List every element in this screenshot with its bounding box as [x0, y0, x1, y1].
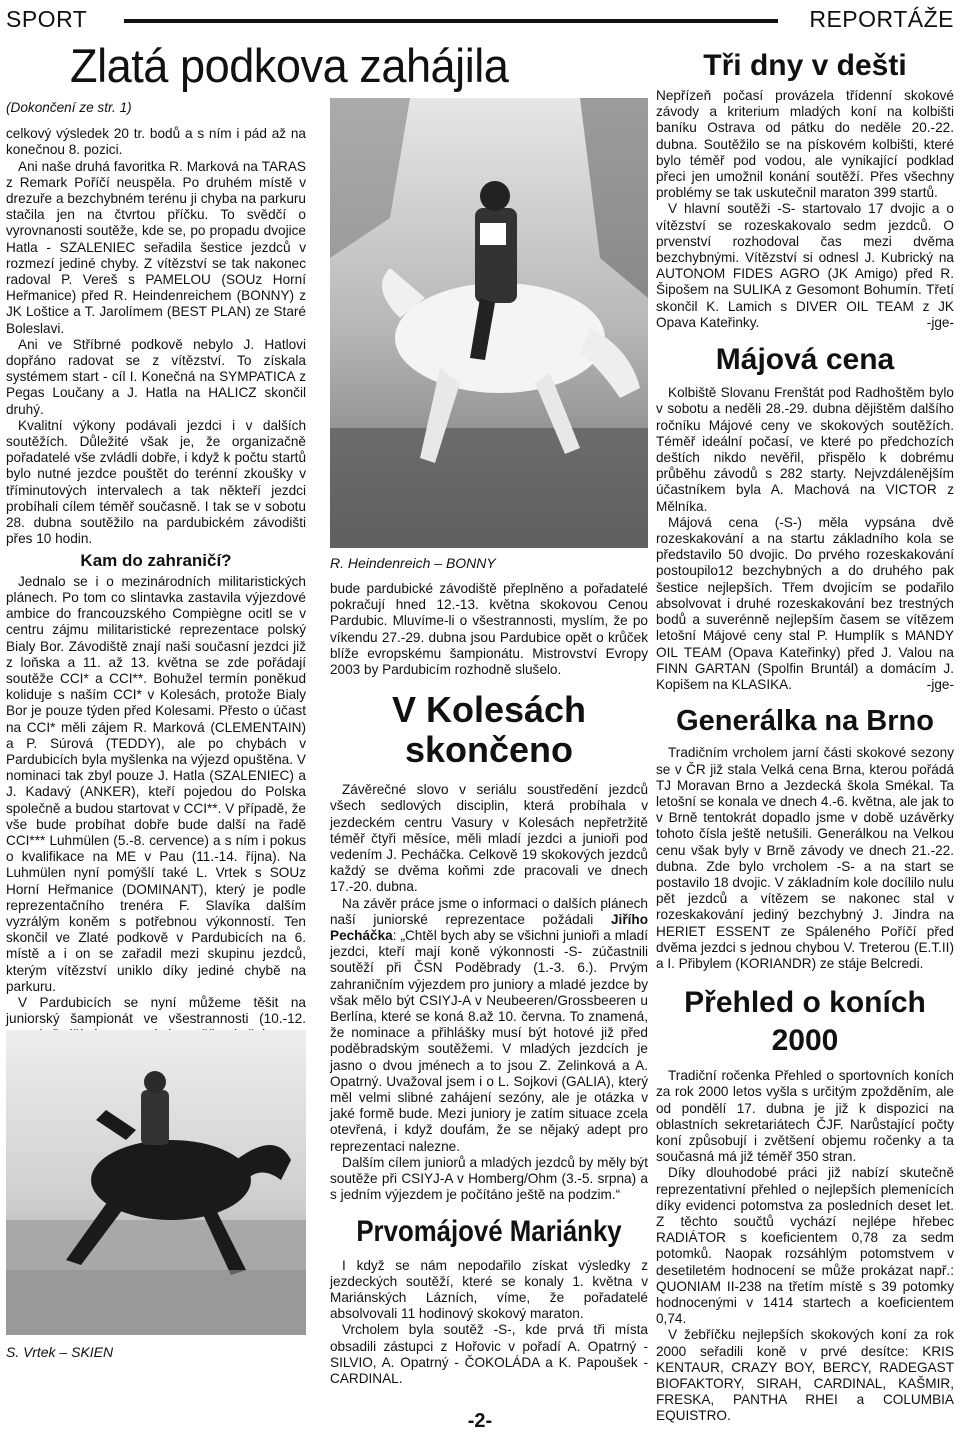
paragraph: Kvalitní výkony podávali jezdci i v dalších soutěžích. Důležité však je, že organizačně pořadatelé vše zvládli dobře, i když k počtu startů bylo nutné jezdce pouštět do terénní zkoušky v tříminutových intervalech a tak někteří jezdci probíhali cílem téměř současně. I tak se v sobotu 28. dubna soutěžilo na pardubickém závodišti přes 10 hodin.: [6, 417, 306, 547]
photo-image: [330, 98, 648, 548]
paragraph: celkový výsledek 20 tr. bodů a s ním i pád až na konečnou 8. pozici.: [6, 126, 306, 158]
signature: -jge-: [926, 315, 954, 331]
paragraph: Tradiční ročenka Přehled o sportovních koních za rok 2000 letos vyšla s určitým zpožděním, ale od pondělí 17. dubna je již k dispozici na oblastních sekretariátech ČJF. Narůstající počty koní způsobují i zvětšení objemu ročenky a ta současná má již téměř 350 stran.: [656, 1068, 954, 1165]
main-headline: Zlatá podkova zahájila: [70, 39, 509, 92]
paragraph: Díky dlouhodobé práci již nabízí skutečně reprezentativní přehled o nejlepších plemenících díky evidenci potomstva za posledních deset let. Z těchto součtů vychází nejlépe hřebec RADIÁTOR s koeficientem 0,78 za sedm potomků. Naopak rozsáhlým potomstvem v desetiletém hodnocení se může prokázat např.: QUONIAM II-238 na třetím místě s 39 potomky hodnocenými v 1414 startech a koeficientem 0,74.: [656, 1165, 954, 1327]
continued-note: (Dokončení ze str. 1): [6, 100, 132, 115]
headline-tri-dny: Tři dny v dešti: [703, 49, 907, 82]
page-header: [6, 6, 954, 30]
paragraph: Ani naše druhá favoritka R. Marková na TARAS z Remark Poříčí neuspěla. Po druhém místě v drezuře a bezchybném terénu ji chyba na parkuru stačila jen na čtvrtou příčku. To svědčí o vyrovnanosti soutěže, kde se, po propadu dvojice Hatla - SZALENIEC seřadila šestice jezdců v rozmezí jediné chyby. Z vítězství se tak nakonec radoval P. Vereš s PAMELOU (SOUz Horní Heřmanice) před R. Heindenreichem (BONNY) z JK Loštice a T. Jarolímem (BEST PLAN) ze Staré Boleslavi.: [6, 158, 306, 336]
headline-majova-cena: Májová cena: [715, 343, 895, 377]
paragraph: bude pardubické závodiště přeplněno a pořadatelé pokračují hned 12.-13. května skokovou Cenou Pardubic. Mluvíme-li o všestrannosti, myslím, že po víkendu 27.-29. dubna jsou Pardubice opět o krůček blíže evropskému šampionátu. Mistrovství Evropy 2003 by Pardubicím rozhodně slušelo.: [330, 581, 648, 678]
column-3: [656, 48, 954, 1425]
headline-marianky: Prvomájové Mariánky: [356, 1214, 622, 1248]
headline-prehled: Přehled o koních 2000: [684, 986, 926, 1058]
paragraph: Jednalo se i o mezinárodních militaristických plánech. Po tom co slintavka zastavila výjezdové ambice do francouzského Compiègne ocitl se v centru zájmu militaristické reprezentace polský Bialy Bor. Závodiště znají naši současní jezdci již z loňska a 11. až 13. května se zde pořádají soutěže CCI* a CCI**. Bohužel termín poněkud koliduje s naším CCI* v Kolesách, protože Bialy Bor je pouze týden před Kolesami. Přesto o účast na CCI* měli zájem R. Marková (CLEMENTAIN) a P. Súrová (TEDDY), ale po chybách v Pardubicích byla myšlenka na výjezd opuštěna. V nominaci tak zbyl pouze J. Hatla (SZALENIEC) a J. Kadavý (ANKER), kteří pojedou do Polska společně a budou startovat v CCI**. V případě, že vše bude probíhat dobře bude další na řadě CCI*** Luhmülen (5.-8. cervence) a s ním i pokus o kvalifikace na ME v Pau (11.-14. října). Na Luhmülen nyní pomýšlí také L. Vrtek s SOUz Horní Heřmanice (DOMINANT), který je podle reprezentačního trenéra F. Slavíka dalším vyzrálým koněm s potřebnou výkonností. Ten skončil ve Zlaté podkově v Pardubicích na 6. místě a i on se zařadil mezi skupinu jezdců, kterým vítězství uniklo díky jediné chybě na parkuru.: [6, 573, 306, 994]
paragraph: Tradičním vrcholem jarní části skokové sezony se v ČR již stala Velká cena Brna, kterou pořádá TJ Moravan Brno a Jezdecká škola Smékal. Ta letošní se konala ve dnech 4.-6. května, ale jak to v Brně tentokrát dopadlo jsme v době uzávěrky tohoto čísla ještě netušili. Generálkou na Velkou cenu však byly v Brně závody ve dnech 21.-22. dubna. Zde bylo vrcholem -S- a na start se postavilo 18 dvojic. V základním kole docílilo nulu pět jezdců a vítězem se nakonec stal v rozeskakování jediný bezchybný J. Jindra na HERIET ESSENT ze Spáleného Poříčí před dvěma jezdci s jednou chybou V. Treterou (E.T.II) a I. Přibylem (KORIANDR) ze stáje Belcredi.: [656, 745, 954, 971]
paragraph: V hlavní soutěži -S- startovalo 17 dvojic a o vítězství se rozeskakovalo sedm jezdců. O prvenství rozhodoval čas mezi dvěma bezchybnými. Vítězství si odnesl J. Kubrický na AUTONOM FIDES AGRO (JK Amigo) před R. Šipošem na SULIKA z Gesomont Bohumín. Třetí skončil K. Lamich s DIVER OIL TEAM z JK Opava Kateřinky.: [656, 201, 954, 330]
photo-caption: R. Heindenreich – BONNY: [330, 555, 496, 571]
signature: -jge-: [926, 677, 954, 693]
header-rule: [124, 19, 778, 23]
paragraph-rest: : „Chtěl bych aby se všichni junioři a mladí jezdci, kteří mají koně výkonnosti -S- zúčastnili soutěží při ČSN Poděbrady (1.-3. 6.). Prvým zahraničním výjezdem pro juniory a mladé jezdce by však mělo být CSIYJ-A v Neubeeren/Grossbeeren u Berlína, které se koná 8.až 10. června. To znamená, že nominace a přihlášky musí být hotové již před poděbradským soutěžemi. V mladých jezdcích je jasno o dvou jménech a to jsou Z. Zelinková a A. Opatrný. Uvažoval jsem i o L. Sojkovi (GALIA), který měl velmi slibné zahájení sezóny, ale je otázka v jaké formě bude. Mezi juniory je zatím situace zcela otevřená, i když doufám, že se nějaký adept pro reprezentaci nalezne.: [330, 928, 648, 1154]
paragraph: Kolbiště Slovanu Frenštát pod Radhoštěm bylo v sobotu a neděli 28.-29. dubna dějištěm dalšího ročníku Májové ceny ve skokových soutěžích. Téměř ideální počasí, ve které po předchozích deštích nikdo nevěřil, přispělo k dobrému průběhu závodů s 282 starty. Nejvzdálenějším účastníkem byla A. Machová na VICTOR z Mělníka.: [656, 385, 954, 514]
paragraph-lead: Na závěr práce jsme o informaci o dalších plánech naší juniorské reprezentace požádali: [330, 895, 648, 927]
column-2: [330, 581, 648, 1387]
headline-generalka: Generálka na Brno: [676, 705, 934, 738]
paragraph: Vrcholem byla soutěž -S-, kde prvá tři místa obsadili zástupci z Hořovic v pořadí A. Opatrný - SILVIO, A. Opatrný - ČOKOLÁDA a K. Papoušek - CARDINAL.: [330, 1322, 648, 1386]
paragraph: Ani ve Stříbrné podkově nebylo J. Hatlovi dopřáno radovat se z vítězství. To získala systémem start - cíl I. Konečná na SYMPATICA z Pegas Loučany a J. Hatla na HALICZ skončil druhý.: [6, 336, 306, 417]
photo-horse-jump: [6, 1030, 306, 1335]
paragraph: V žebříčku nejlepších skokových koní za rok 2000 seřadili koně v prvé desítce: KRIS KENTAUR, CRAZY BOY, BERCY, RADEGAST BIOFAKTORY, SIRAH, CARDINAL, KAŠMIR, FRESKA, PANTHA RHEI a COLUMBIA EQUISTRO.: [656, 1327, 954, 1424]
paragraph: Nepřízeň počasí provázela třídenní skokové závody a kriterium mladých koní na kolbišti baníku Ostrava od pátku do neděle 20.-22. dubna. Soutěžilo se na pískovém kolbišti, které bylo téměř pod vodou, ale vynikající podklad přeci jen umožnil konání soutěží. Přes všechny problémy se tak uskutečnil maraton 399 startů.: [656, 88, 954, 201]
headline-koles: V Kolesách skončeno: [391, 689, 587, 771]
section-label-right: REPORTÁŽE: [809, 6, 954, 32]
person-name: Jiřího Pecháčka: [330, 911, 648, 944]
subheading: Kam do zahraničí?: [80, 551, 232, 571]
photo-image: [6, 1030, 306, 1335]
photo-caption: S. Vrtek – SKIEN: [6, 1344, 114, 1360]
paragraph: [330, 896, 648, 1155]
paragraph: Dalším cílem juniorů a mladých jezdců by měly být soutěže při CSIYJ-A v Homberg/Ohm (3.-5. srpna) a s jedním výjezdem je počítáno ještě na podzim.“: [330, 1154, 648, 1203]
section-label: SPORT: [6, 6, 88, 32]
paragraph: Závěrečné slovo v seriálu soustředění jezdců všech sedlových disciplin, která probíhala v jezdeckém centru Vasury v Kolesách nepřetržitě téměř čtyři měsíce, měli mladí jezdci a junioři pod vedením J. Pecháčka. Celkově 19 skokových jezdců každý se dvěma koňmi zde pracovali ve dnech 17.-20. dubna.: [330, 782, 648, 895]
page-number: -2-: [467, 1410, 493, 1432]
paragraph: I když se nám nepodařilo získat výsledky z jezdeckých soutěží, které se konaly 1. května v Mariánských Lázních, víme, že pořadatelé absolvovali 11 hodinový skokový maraton.: [330, 1257, 648, 1322]
paragraph: Májová cena (-S-) měla vypsána dvě rozeskakování a na startu základního kola se představilo 50 dvojic. Do prvého rozeskakování postoupilo12 bezchybných a do druhého pak šestice nejlepších. Třem dvojicím se podařilo absolvovat i druhé rozeskakování bez trestných bodů a suverénně nejlepším časem se vítězem letošní Májové ceny stal P. Humplík s MANDY OIL TEAM (Opava Kateřinky) před J. Valou na FINN GARTAN (Spolfin Bruntál) a domácím J. Kopišem na KLASIKA.: [656, 514, 954, 692]
column-1: [6, 100, 306, 1044]
paragraph: V Pardubicích se nyní můžeme těšit na juniorský šampionát ve všestrannosti (10.-12.: [6, 994, 306, 1027]
photo-rider-grey-horse: [330, 98, 648, 548]
